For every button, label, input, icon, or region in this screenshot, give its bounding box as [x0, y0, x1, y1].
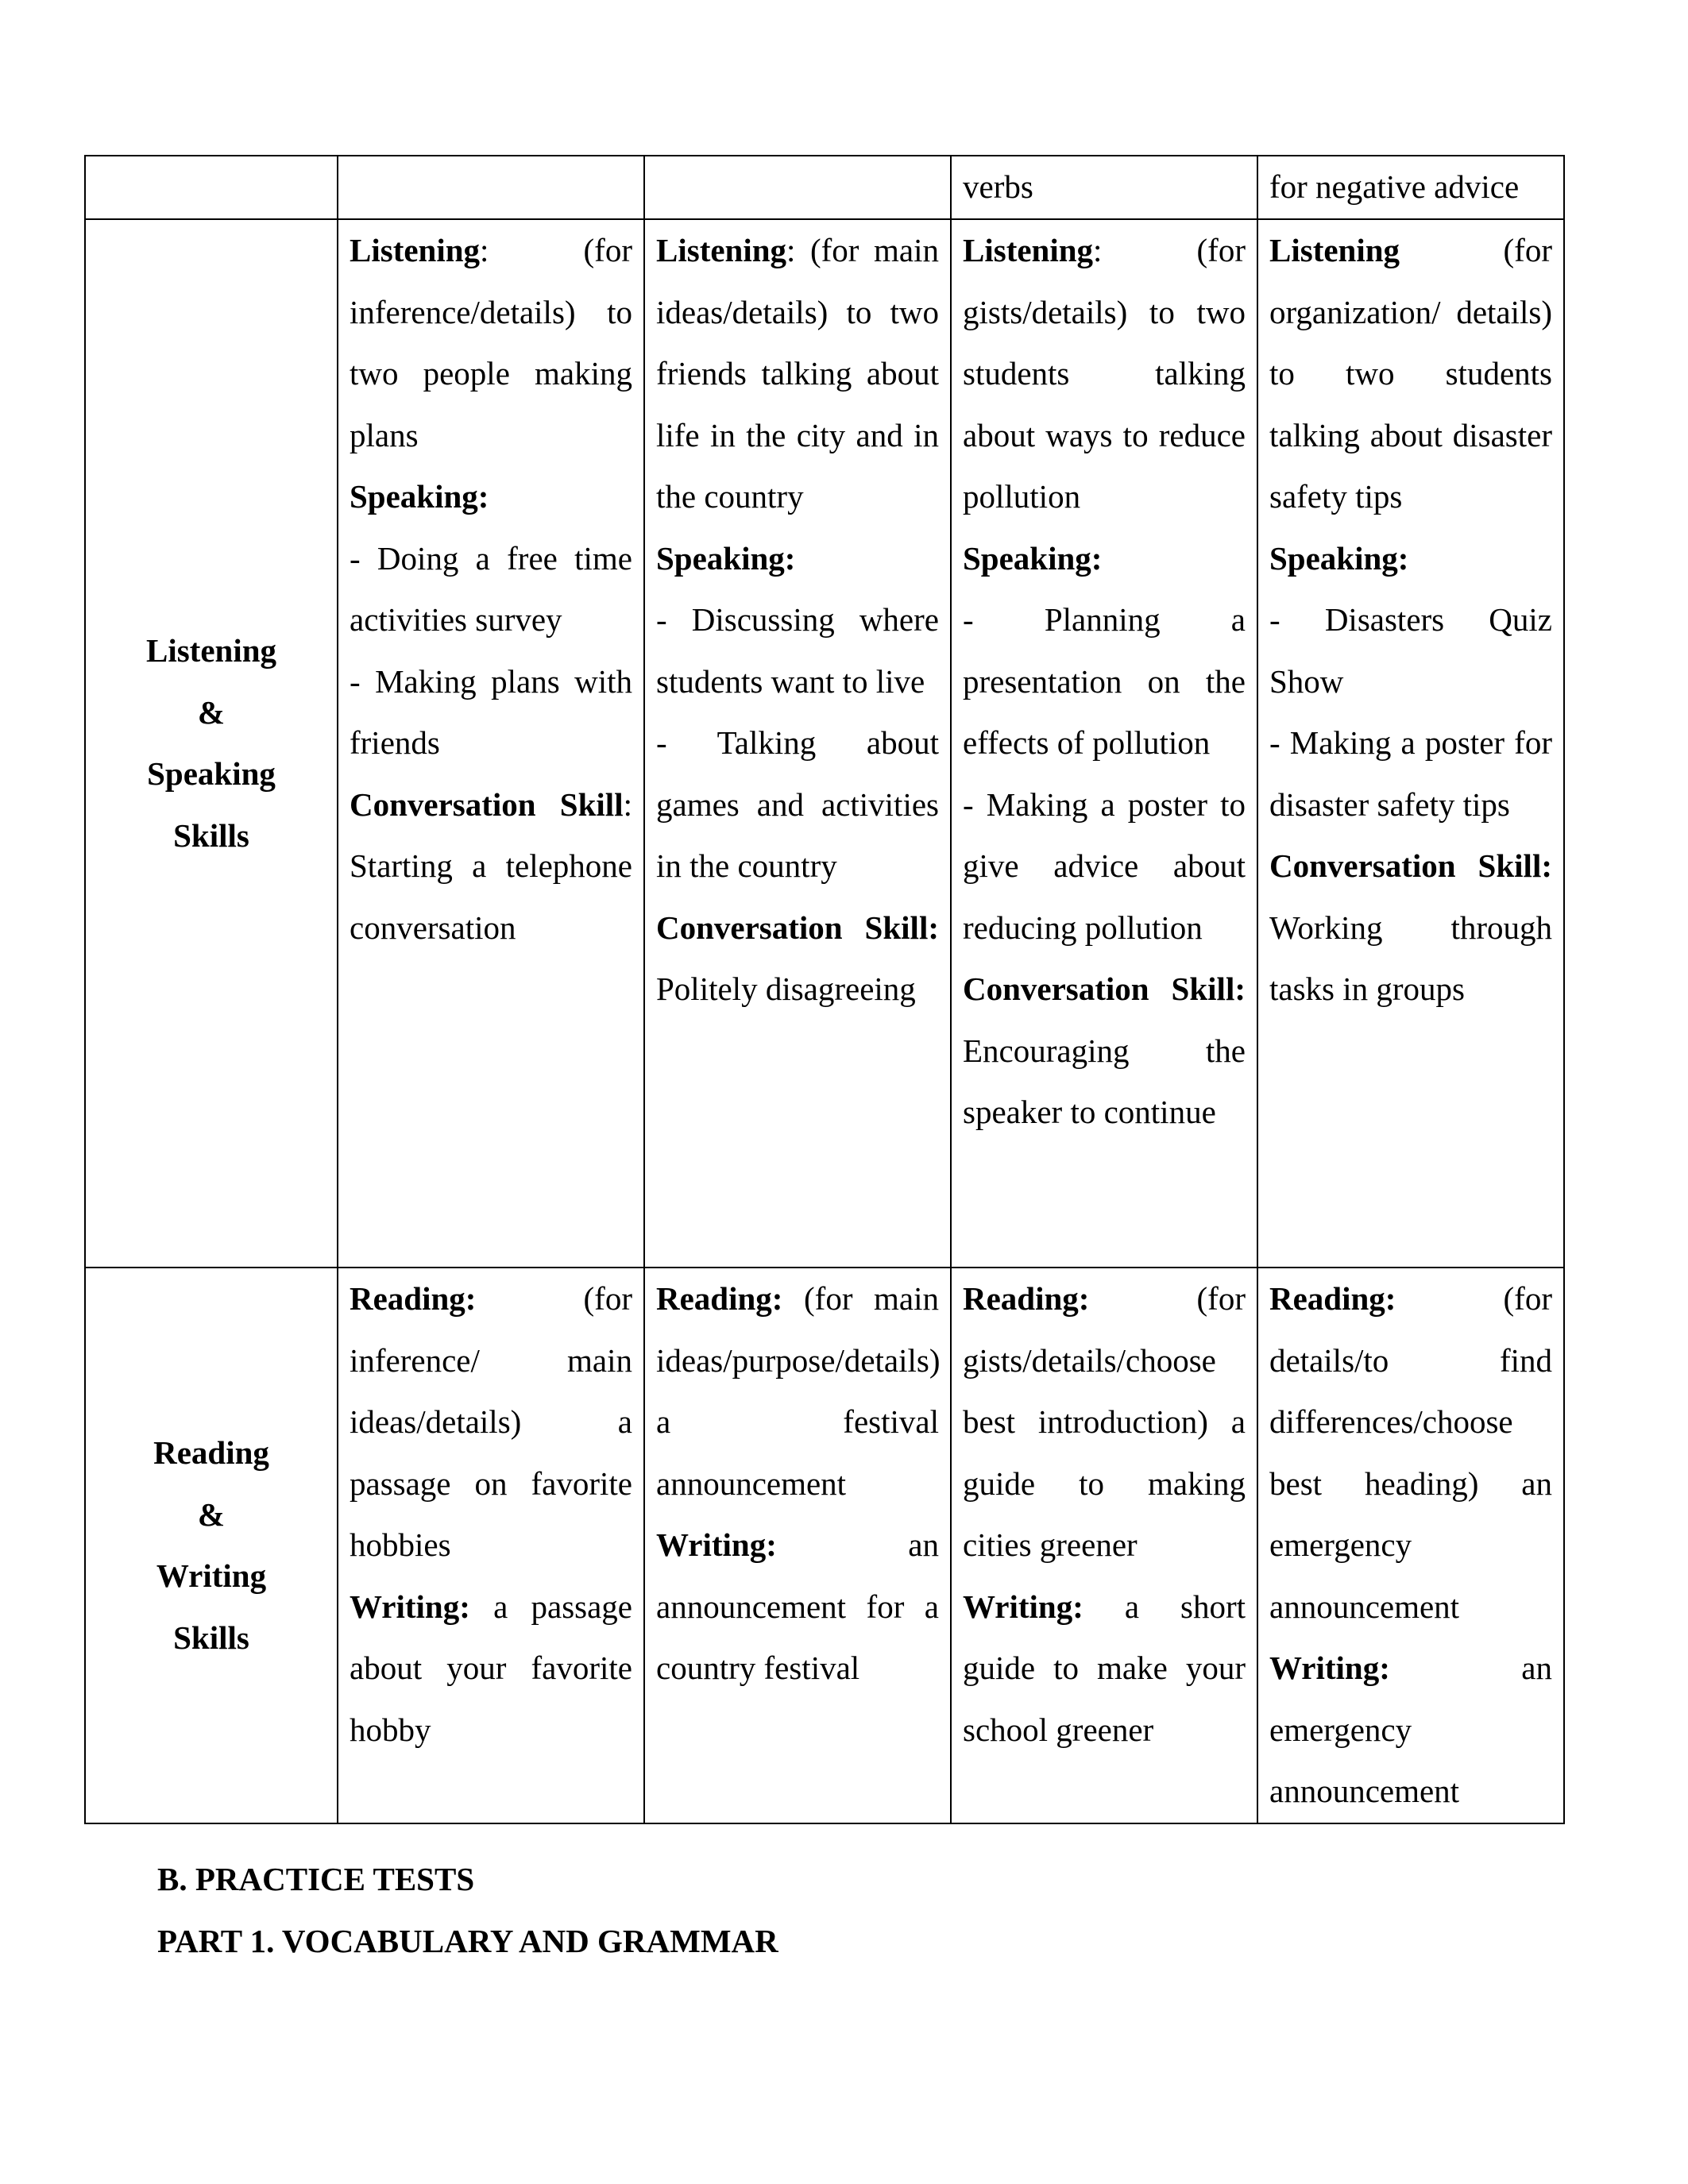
listening-speaking-row: [85, 219, 1564, 1268]
conversation-label: Conversation Skill:: [656, 909, 939, 946]
listening-label: Listening: [1269, 232, 1400, 268]
writing-label: Writing:: [350, 1588, 470, 1625]
writing-text: a passage about your favorite hobby: [350, 1588, 632, 1748]
reading-writing-cell: [1257, 1268, 1564, 1823]
listening-label: Listening: [350, 232, 481, 268]
section-heading-practice-tests: B. PRACTICE TESTS: [157, 1861, 475, 1897]
reading-text: (for gists/details/choose best introduction) a guide to making cities greener: [963, 1280, 1246, 1563]
speaking-item: - Disasters Quiz Show: [1269, 601, 1552, 700]
speaking-item: - Making a poster for disaster safety tips: [1269, 724, 1552, 823]
reading-writing-cell: [951, 1268, 1257, 1823]
row-heading-listening-speaking: Listening & Speaking Skills: [85, 219, 338, 1268]
speaking-item: - Talking about games and activities in the country: [656, 724, 939, 884]
listening-text: : (for main ideas/details) to two friends talking about life in the city and in the country: [656, 232, 939, 515]
speaking-item: - Doing a free time activities survey: [350, 539, 632, 638]
reading-writing-cell: [644, 1268, 951, 1823]
listening-text: (for organization/ details) to two students talking about disaster safety tips: [1269, 232, 1552, 515]
speaking-label: Speaking:: [1269, 539, 1409, 577]
listening-text: : (for gists/details) to two students talking about ways to reduce pollution: [963, 232, 1246, 515]
listening-speaking-cell: [338, 219, 644, 1268]
conversation-label: Conversation Skill:: [1269, 847, 1552, 884]
listening-speaking-cell: [1257, 219, 1564, 1268]
conversation-text: Encouraging the speaker to continue: [963, 1032, 1246, 1130]
reading-writing-row: [85, 1268, 1564, 1823]
conversation-text: Working through tasks in groups: [1269, 909, 1552, 1007]
speaking-item: - Making a poster to give advice about reducing pollution: [963, 785, 1246, 946]
speaking-item: - Making plans with friends: [350, 662, 632, 761]
row-heading-reading-writing: Reading & Writing Skills: [85, 1268, 338, 1823]
reading-label: Reading:: [350, 1280, 477, 1317]
reading-label: Reading:: [656, 1280, 783, 1317]
reading-text: (for main ideas/purpose/details) a festival announcement: [656, 1280, 941, 1502]
table-cell: verbs: [951, 156, 1257, 219]
table-cell: [338, 156, 644, 219]
writing-text: an announcement for a country festival: [656, 1526, 939, 1686]
curriculum-table: [84, 155, 1565, 1824]
reading-label: Reading:: [1269, 1280, 1396, 1317]
listening-speaking-cell: [951, 219, 1257, 1268]
writing-label: Writing:: [1269, 1650, 1390, 1686]
section-heading-part1: PART 1. VOCABULARY AND GRAMMAR: [157, 1923, 778, 1959]
table-row: [85, 156, 1564, 219]
listening-speaking-cell: [644, 219, 951, 1268]
speaking-item: - Discussing where students want to live: [656, 601, 939, 700]
conversation-text: Politely disagreeing: [656, 970, 916, 1007]
listening-label: Listening: [963, 232, 1094, 268]
reading-label: Reading:: [963, 1280, 1090, 1317]
conversation-label: Conversation Skill: [350, 785, 624, 823]
writing-text: an emergency announcement: [1269, 1650, 1552, 1809]
conversation-text: : Starting a telephone conversation: [350, 785, 632, 946]
speaking-item: - Planning a presentation on the effects of pollution: [963, 601, 1246, 761]
reading-text: (for inference/ main ideas/details) a passage on favorite hobbies: [350, 1280, 632, 1563]
table-cell: for negative advice: [1257, 156, 1564, 219]
speaking-label: Speaking:: [656, 539, 796, 577]
conversation-label: Conversation Skill:: [963, 970, 1246, 1007]
reading-writing-cell: [338, 1268, 644, 1823]
reading-text: (for details/to find differences/choose best heading) an emergency announcement: [1269, 1280, 1552, 1625]
table-cell: [85, 156, 338, 219]
listening-label: Listening: [656, 232, 787, 268]
speaking-label: Speaking:: [963, 539, 1103, 577]
writing-text: a short guide to make your school greener: [963, 1588, 1246, 1748]
speaking-label: Speaking:: [350, 478, 489, 515]
writing-label: Writing:: [963, 1588, 1083, 1625]
listening-text: : (for inference/details) to two people making plans: [350, 232, 632, 453]
writing-label: Writing:: [656, 1526, 777, 1563]
table-cell: [644, 156, 951, 219]
